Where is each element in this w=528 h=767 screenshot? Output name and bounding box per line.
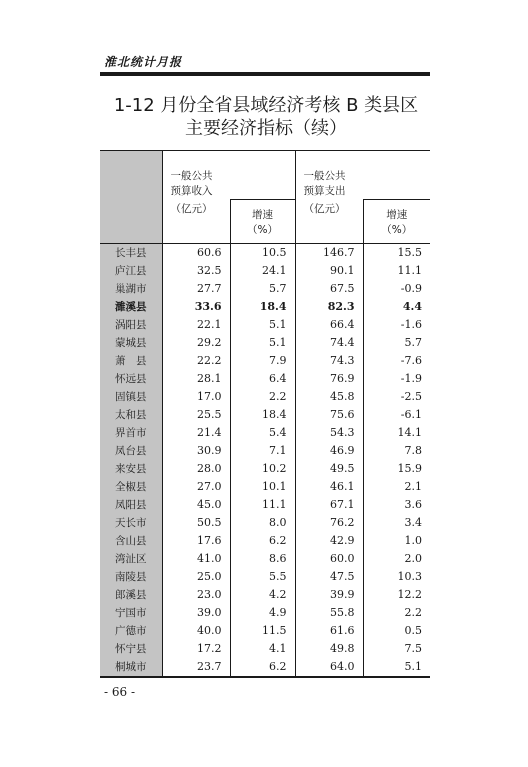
table-row: [100, 532, 430, 550]
header-expenditure-unit-text: （亿元）: [303, 202, 346, 215]
county-name-cell: 含山县: [100, 532, 162, 550]
revenue-cell: 50.5: [162, 514, 230, 532]
header-revenue-growth: [230, 200, 295, 244]
revenue-cell: 22.1: [162, 316, 230, 334]
expenditure-cell: 61.6: [295, 622, 363, 640]
table-row: [100, 622, 430, 640]
expenditure-cell: 74.3: [295, 352, 363, 370]
expenditure-growth-cell: 1.0: [363, 532, 430, 550]
expenditure-cell: 39.9: [295, 586, 363, 604]
county-name-cell: 桐城市: [100, 658, 162, 677]
revenue-growth-cell: 2.2: [230, 388, 295, 406]
expenditure-cell: 47.5: [295, 568, 363, 586]
revenue-cell: 17.2: [162, 640, 230, 658]
expenditure-growth-cell: 7.5: [363, 640, 430, 658]
revenue-growth-cell: 5.1: [230, 316, 295, 334]
revenue-growth-cell: 18.4: [230, 406, 295, 424]
revenue-growth-cell: 5.5: [230, 568, 295, 586]
header-revenue-line2: 预算收入: [170, 185, 213, 197]
header-revenue-line1: 一般公共: [170, 170, 213, 182]
table-row: [100, 280, 430, 298]
revenue-growth-cell: 6.2: [230, 532, 295, 550]
expenditure-cell: 82.3: [295, 298, 363, 316]
expenditure-cell: 64.0: [295, 658, 363, 677]
table-row: [100, 370, 430, 388]
expenditure-cell: 60.0: [295, 550, 363, 568]
expenditure-growth-cell: 0.5: [363, 622, 430, 640]
revenue-growth-cell: 4.2: [230, 586, 295, 604]
expenditure-growth-cell: 3.4: [363, 514, 430, 532]
header-revenue-unit-text: （亿元）: [170, 202, 213, 215]
revenue-cell: 40.0: [162, 622, 230, 640]
revenue-growth-cell: 6.4: [230, 370, 295, 388]
table-row: [100, 388, 430, 406]
expenditure-cell: 46.9: [295, 442, 363, 460]
revenue-cell: 29.2: [162, 334, 230, 352]
revenue-growth-cell: 10.1: [230, 478, 295, 496]
revenue-growth-cell: 7.9: [230, 352, 295, 370]
county-name-cell: 全椒县: [100, 478, 162, 496]
county-name-cell: 南陵县: [100, 568, 162, 586]
county-name-cell: 蒙城县: [100, 334, 162, 352]
revenue-cell: 28.0: [162, 460, 230, 478]
revenue-cell: 39.0: [162, 604, 230, 622]
revenue-growth-cell: 7.1: [230, 442, 295, 460]
expenditure-growth-cell: -1.9: [363, 370, 430, 388]
revenue-growth-cell: 10.2: [230, 460, 295, 478]
county-name-cell: 固镇县: [100, 388, 162, 406]
expenditure-cell: 42.9: [295, 532, 363, 550]
table-row: [100, 316, 430, 334]
publication-name: 淮北统计月报: [104, 55, 183, 69]
revenue-cell: 17.6: [162, 532, 230, 550]
county-name-cell: 凤阳县: [100, 496, 162, 514]
county-name-cell: 庐江县: [100, 262, 162, 280]
expenditure-growth-cell: 4.4: [363, 298, 430, 316]
revenue-growth-cell: 11.5: [230, 622, 295, 640]
county-name-cell: 萧 县: [100, 352, 162, 370]
header-expenditure-unit: [295, 200, 363, 244]
county-name-cell: 天长市: [100, 514, 162, 532]
revenue-growth-cell: 6.2: [230, 658, 295, 677]
revenue-growth-cell: 24.1: [230, 262, 295, 280]
header-expenditure-growth-unit: （%）: [381, 224, 413, 236]
expenditure-cell: 76.2: [295, 514, 363, 532]
table-row: [100, 244, 430, 263]
table-row: [100, 568, 430, 586]
county-name-cell: 湾沚区: [100, 550, 162, 568]
header-expenditure-line2: 预算支出: [303, 185, 346, 197]
county-name-cell: 怀远县: [100, 370, 162, 388]
expenditure-cell: 67.1: [295, 496, 363, 514]
table-row: [100, 514, 430, 532]
expenditure-cell: 67.5: [295, 280, 363, 298]
revenue-growth-cell: 5.7: [230, 280, 295, 298]
header-expenditure-group: [295, 151, 430, 200]
revenue-growth-cell: 8.6: [230, 550, 295, 568]
county-name-cell: 长丰县: [100, 244, 162, 263]
expenditure-growth-cell: 15.9: [363, 460, 430, 478]
expenditure-growth-cell: 11.1: [363, 262, 430, 280]
table-row: [100, 424, 430, 442]
revenue-cell: 25.5: [162, 406, 230, 424]
table-subtitle: 主要经济指标（续）: [185, 118, 347, 139]
header-revenue-unit: [162, 200, 230, 244]
expenditure-cell: 90.1: [295, 262, 363, 280]
expenditure-growth-cell: 15.5: [363, 244, 430, 263]
revenue-cell: 23.7: [162, 658, 230, 677]
revenue-cell: 27.7: [162, 280, 230, 298]
revenue-growth-cell: 10.5: [230, 244, 295, 263]
revenue-growth-cell: 4.1: [230, 640, 295, 658]
county-name-cell: 濉溪县: [100, 298, 162, 316]
revenue-cell: 41.0: [162, 550, 230, 568]
revenue-growth-cell: 11.1: [230, 496, 295, 514]
revenue-cell: 27.0: [162, 478, 230, 496]
county-name-cell: 巢湖市: [100, 280, 162, 298]
expenditure-growth-cell: 2.0: [363, 550, 430, 568]
county-name-cell: 来安县: [100, 460, 162, 478]
table-row: [100, 640, 430, 658]
table-row: [100, 478, 430, 496]
table-row: [100, 352, 430, 370]
revenue-growth-cell: 5.4: [230, 424, 295, 442]
county-name-cell: 涡阳县: [100, 316, 162, 334]
revenue-cell: 17.0: [162, 388, 230, 406]
expenditure-growth-cell: 5.1: [363, 658, 430, 677]
header-expenditure-growth-label: 增速: [386, 209, 408, 221]
expenditure-growth-cell: 7.8: [363, 442, 430, 460]
table-row: [100, 460, 430, 478]
header-revenue-growth-unit: （%）: [247, 224, 278, 236]
expenditure-growth-cell: -1.6: [363, 316, 430, 334]
expenditure-cell: 46.1: [295, 478, 363, 496]
expenditure-growth-cell: 12.2: [363, 586, 430, 604]
expenditure-growth-cell: 2.1: [363, 478, 430, 496]
expenditure-growth-cell: 3.6: [363, 496, 430, 514]
table-row: [100, 334, 430, 352]
header-expenditure-line1: 一般公共: [303, 170, 346, 182]
revenue-cell: 45.0: [162, 496, 230, 514]
expenditure-cell: 49.8: [295, 640, 363, 658]
revenue-growth-cell: 18.4: [230, 298, 295, 316]
revenue-growth-cell: 4.9: [230, 604, 295, 622]
revenue-cell: 28.1: [162, 370, 230, 388]
table-row: [100, 550, 430, 568]
revenue-cell: 33.6: [162, 298, 230, 316]
county-name-cell: 郎溪县: [100, 586, 162, 604]
expenditure-cell: 54.3: [295, 424, 363, 442]
table-row: [100, 586, 430, 604]
table-row: [100, 406, 430, 424]
revenue-cell: 25.0: [162, 568, 230, 586]
expenditure-growth-cell: -2.5: [363, 388, 430, 406]
expenditure-growth-cell: 5.7: [363, 334, 430, 352]
revenue-cell: 32.5: [162, 262, 230, 280]
county-name-cell: 界首市: [100, 424, 162, 442]
header-expenditure-growth: [363, 200, 430, 244]
table-row: [100, 658, 430, 677]
revenue-cell: 23.0: [162, 586, 230, 604]
header-corner: [100, 151, 162, 244]
table-row: [100, 298, 430, 316]
expenditure-cell: 146.7: [295, 244, 363, 263]
expenditure-growth-cell: 14.1: [363, 424, 430, 442]
revenue-growth-cell: 5.1: [230, 334, 295, 352]
page-number: - 66 -: [104, 685, 136, 699]
expenditure-cell: 66.4: [295, 316, 363, 334]
expenditure-growth-cell: 2.2: [363, 604, 430, 622]
county-name-cell: 宁国市: [100, 604, 162, 622]
expenditure-growth-cell: -6.1: [363, 406, 430, 424]
header-revenue-group: [162, 151, 295, 200]
revenue-cell: 30.9: [162, 442, 230, 460]
table-row: [100, 496, 430, 514]
county-name-cell: 太和县: [100, 406, 162, 424]
expenditure-growth-cell: -7.6: [363, 352, 430, 370]
revenue-growth-cell: 8.0: [230, 514, 295, 532]
table-row: [100, 262, 430, 280]
table-row: [100, 442, 430, 460]
county-name-cell: 凤台县: [100, 442, 162, 460]
county-name-cell: 怀宁县: [100, 640, 162, 658]
expenditure-cell: 45.8: [295, 388, 363, 406]
expenditure-cell: 49.5: [295, 460, 363, 478]
table-row: [100, 604, 430, 622]
expenditure-growth-cell: -0.9: [363, 280, 430, 298]
revenue-cell: 60.6: [162, 244, 230, 263]
expenditure-cell: 76.9: [295, 370, 363, 388]
table-title: 1-12 月份全省县域经济考核 B 类县区: [113, 95, 419, 116]
revenue-cell: 21.4: [162, 424, 230, 442]
county-name-cell: 广德市: [100, 622, 162, 640]
economic-indicators-table: [100, 150, 430, 678]
expenditure-cell: 75.6: [295, 406, 363, 424]
expenditure-cell: 55.8: [295, 604, 363, 622]
revenue-cell: 22.2: [162, 352, 230, 370]
expenditure-cell: 74.4: [295, 334, 363, 352]
header-revenue-growth-label: 增速: [252, 209, 273, 221]
expenditure-growth-cell: 10.3: [363, 568, 430, 586]
header-rule: [100, 72, 430, 76]
